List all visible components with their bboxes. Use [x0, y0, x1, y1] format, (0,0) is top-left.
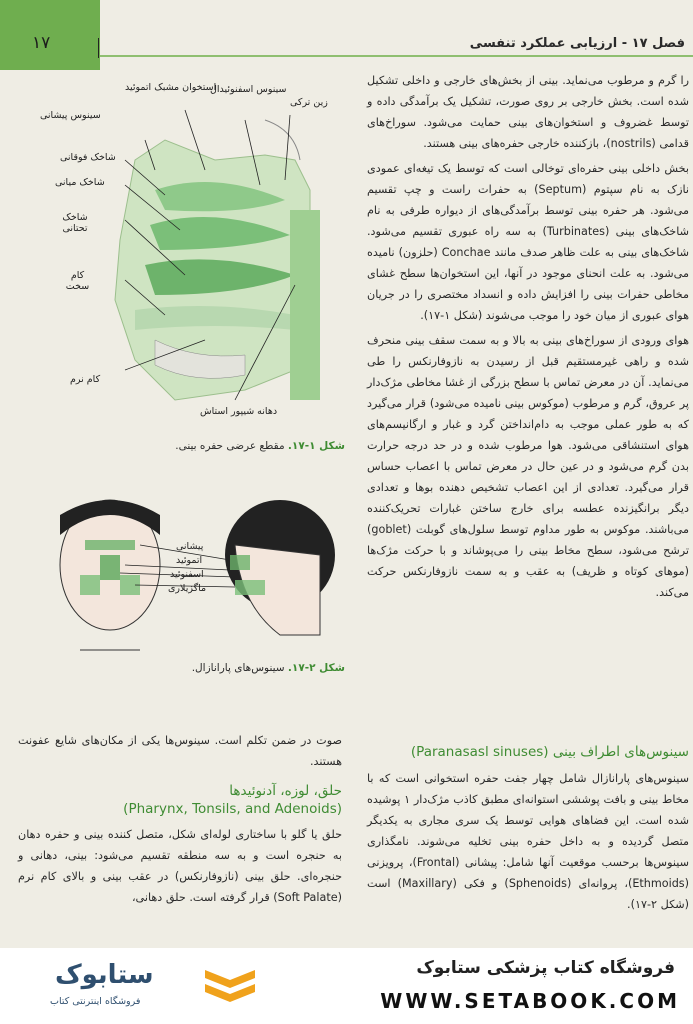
- page-header: [0, 0, 693, 70]
- label-hard-palate: کام سخت: [65, 270, 90, 292]
- right-column: [367, 70, 689, 603]
- label-ethmoid-bone: استخوان مشبک اتموئید: [125, 82, 217, 93]
- label-frontal: پیشانی: [176, 541, 204, 552]
- label-soft-palate: کام نرم: [70, 374, 101, 385]
- label-sella: زین ترکی: [290, 97, 328, 108]
- store-url[interactable]: WWW.SETABOOK.COM: [380, 989, 680, 1013]
- paragraph: هوای ورودی از سوراخ‌های بینی به بالا و به سمت سقف بینی منحرف شده و راهی غیرمستقیم قبل از رسیدن به نازوفارنکس را طی می‌نماید. آن در معرض تماس با سطح بزرگی از غشا مخاطی مژک‌دار پر عروق، گرم و مرطوب (موکوس بینی نامیده می‌شود) قرار می‌گیرد که به طور عملی موجب به دام‌انداختن گرد و غبار و ارگانیسم‌های هوای استنشاقی می‌شود. هوا مرطوب شده و در حد درجه حرارت بدن گرم می‌شود و در عین حال در معرض تماس با اعصاب حساس قرار می‌گیرد. تعدادی از این اعصاب تشخیص دهنده بوها و تعدادی دیگر برانگیزنده عطسه برای خارج ساختن غبارات تحریک‌کننده می‌باشند. موکوس به طور مداوم توسط سلول‌های گوبلت (goblet) ترشح می‌شود، سطح مخاط بینی را می‌پوشاند و با حرکت مژک‌ها (موهای کوتاه و ظریف) به عقب و به سمت نازوفارنکس حرکت می‌کند.: [367, 334, 689, 599]
- figure2-caption: [100, 662, 345, 674]
- logo-subtitle: فروشگاه اینترنتی کتاب: [50, 996, 141, 1007]
- pharynx-heading-english: (Pharynx, Tonsils, and Adenoids): [123, 801, 342, 817]
- caption-number: شکل ۱-۱۷.: [287, 440, 345, 452]
- paragraph: را گرم و مرطوب می‌نماید. بینی از بخش‌های خارجی و داخلی تشکیل شده است. بخش خارجی بر روی صورت، تشکیل یک برآمدگی داده و توسط غضروف و استخوان‌های بینی حمایت می‌شود. سوراخ‌های قدامی (nostrils)، بازکننده خارجی حفره‌های بینی هستند.: [367, 74, 689, 150]
- caption-text: مقطع عرضی حفره بینی.: [175, 440, 285, 452]
- paragraph: صوت در ضمن تکلم است. سینوس‌ها یکی از مکان‌های شایع عفونت هستند.: [18, 734, 342, 768]
- caption-text: سینوس‌های پارانازال.: [191, 662, 285, 674]
- label-sphenoid-sinus: سینوس اسفنوئیدال: [210, 84, 287, 95]
- label-eustachian: دهانه شیپور استاش: [200, 406, 278, 417]
- store-title: فروشگاه کتاب پزشکی ستابوک: [416, 958, 675, 978]
- header-separator: [98, 38, 99, 58]
- sinus-section: [367, 768, 689, 915]
- logo-book-icon: [200, 960, 260, 1010]
- nasal-cavity-figure: [95, 100, 355, 430]
- label-sphenoid: اسفنوئید: [170, 569, 204, 580]
- label-superior-turbinate: شاخک فوقانی: [60, 152, 116, 163]
- header-rule: [100, 55, 693, 57]
- left-column-intro: [18, 730, 342, 772]
- caption-number: شکل ۲-۱۷.: [287, 662, 345, 674]
- chapter-title: فصل ۱۷ - ارزیابی عملکرد تنفسی: [469, 36, 685, 51]
- label-ethmoid: اتموئید: [176, 555, 203, 566]
- figure1-caption: [100, 440, 345, 452]
- paragraph: حلق یا گلو با ساختاری لوله‌ای شکل، متصل کننده بینی و حفره دهان به حنجره است و به سه منطقه تقسیم می‌شود: بینی، دهانی و حنجره‌ای. حلق بینی (نازوفارنکس) در عقب بینی و بالای کام نرم (Soft Palate) قرار گرفته است. حلق دهانی،: [18, 828, 342, 904]
- label-middle-turbinate: شاخک میانی: [55, 177, 105, 188]
- label-maxillary: ماگزیلاری: [168, 583, 207, 594]
- pharynx-heading: حلق، لوزه، آدنوئیدها: [229, 783, 342, 799]
- page-number: ۱۷: [32, 33, 51, 53]
- label-inferior-turbinate: شاخک تحتانی: [62, 212, 88, 234]
- label-frontal-sinus: سینوس پیشانی: [40, 110, 101, 121]
- pharynx-section: [18, 824, 342, 908]
- paragraph: سینوس‌های پارانازال شامل چهار جفت حفره استخوانی است که با مخاط بینی و بافت پوششی استوانه‌ای مطبق کاذب مژک‌دار ۱ پوشیده شده است. این فضاهای هوایی توسط یک سری مجاری به یکدیگر متصل گردیده و به داخل حفره بینی تخلیه می‌شوند. نامگذاری سینوس‌ها برحسب موقعیت آنها شامل: پیشانی (Frontal)، پرویزنی (Ethmoids)، پروانه‌ای (Sphenoids) و فکی (Maxillary) است (شکل ۲-۱۷).: [367, 772, 690, 911]
- paragraph: بخش داخلی بینی حفره‌ای توخالی است که توسط یک تیغه‌ای عمودی نازک به نام سپتوم (Septum) به حفرات راست و چپ تقسیم می‌شود. هر حفره بینی توسط برآمدگی‌های از دیواره طرفی به نام شاخک‌های بینی (Turbinates) به سه راه عبوری تقسیم می‌شود. شاخک‌های بینی به علت ظاهر صدف مانند Conchae (حلزون) نامیده می‌شود. به علت انحنای موجود در آنها، این استخوان‌ها سطح غشای مخاطی حفرات بینی را افزایش داده و انسداد مختصری را در جریان هوای عبوری از میان خود را موجب می‌شوند (شکل ۱-۱۷).: [367, 162, 689, 322]
- sinus-heading: سینوس‌های اطراف بینی (Paranasasl sinuses): [410, 744, 689, 760]
- logo-text: ستابوک: [55, 960, 154, 990]
